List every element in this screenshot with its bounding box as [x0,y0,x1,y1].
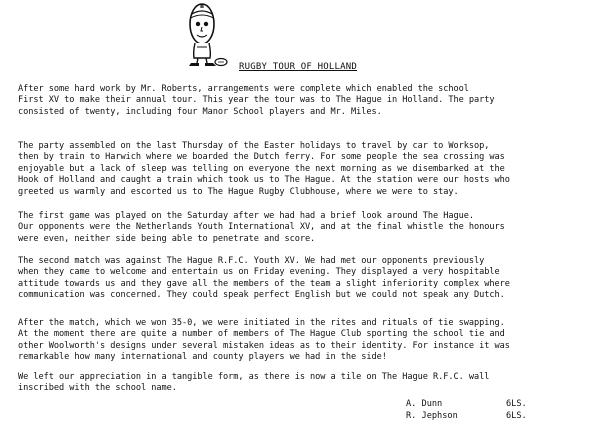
signature-name: A. Dunn [406,399,443,409]
signature-name: R. Jephson [406,411,458,421]
signature-form: 6LS. [506,411,527,421]
paragraph-introduction: After some hard work by Mr. Roberts, arrangements were complete which enabled the school First XV to make their annual tour. This year the tour was to The Hague in Holland. The party consisted of twenty, including four Manor School players and Mr. Miles. [18,84,495,117]
paragraph-appreciation: We left our appreciation in a tangible form, as there is now a tile on The Hague R.F.C. wall inscribed with the school name. [18,372,490,394]
paragraph-second-match: The second match was against The Hague R.F.C. Youth XV. We had met our opponents previously when they came to welcome and entertain us on Friday evening. They displayed a very hospitable attitude towards us and they gave all the members of the team a slight inferiority complex where communication was concerned. They could speak perfect English but we could not speak any Dutch. [18,256,510,301]
rugby-mascot-illustration [178,2,230,68]
signature-form: 6LS. [506,399,527,409]
page-title: RUGBY TOUR OF HOLLAND [239,62,357,72]
paragraph-first-game: The first game was played on the Saturday after we had had a brief look around The Hague. Our opponents were the Netherlands Youth International XV, and at the final whistle the honours were even, neither side being able to penetrate and score. [18,211,505,244]
paragraph-journey: The party assembled on the last Thursday of the Easter holidays to travel by car to Worksop, then by train to Harwich where we boarded the Dutch ferry. For some people the sea crossing was enjoyable but a lack of sleep was telling on everyone the next morning as we disembarked at the Hook of Holland and caught a train which took us to The Hague. At the station were our hosts who greeted us warmly and escorted us to The Hague Rugby Clubhouse, where we were to stay. [18,141,510,197]
paragraph-after-match: After the match, which we won 35-0, we were initiated in the rites and rituals of tie swapping. At the moment there are quite a number of members of The Hague Club sporting the school tie and other Woolworth's designs under several mistaken ideas as to their identity. For instance it was remarkable how many international and county players we had in the side! [18,318,510,363]
